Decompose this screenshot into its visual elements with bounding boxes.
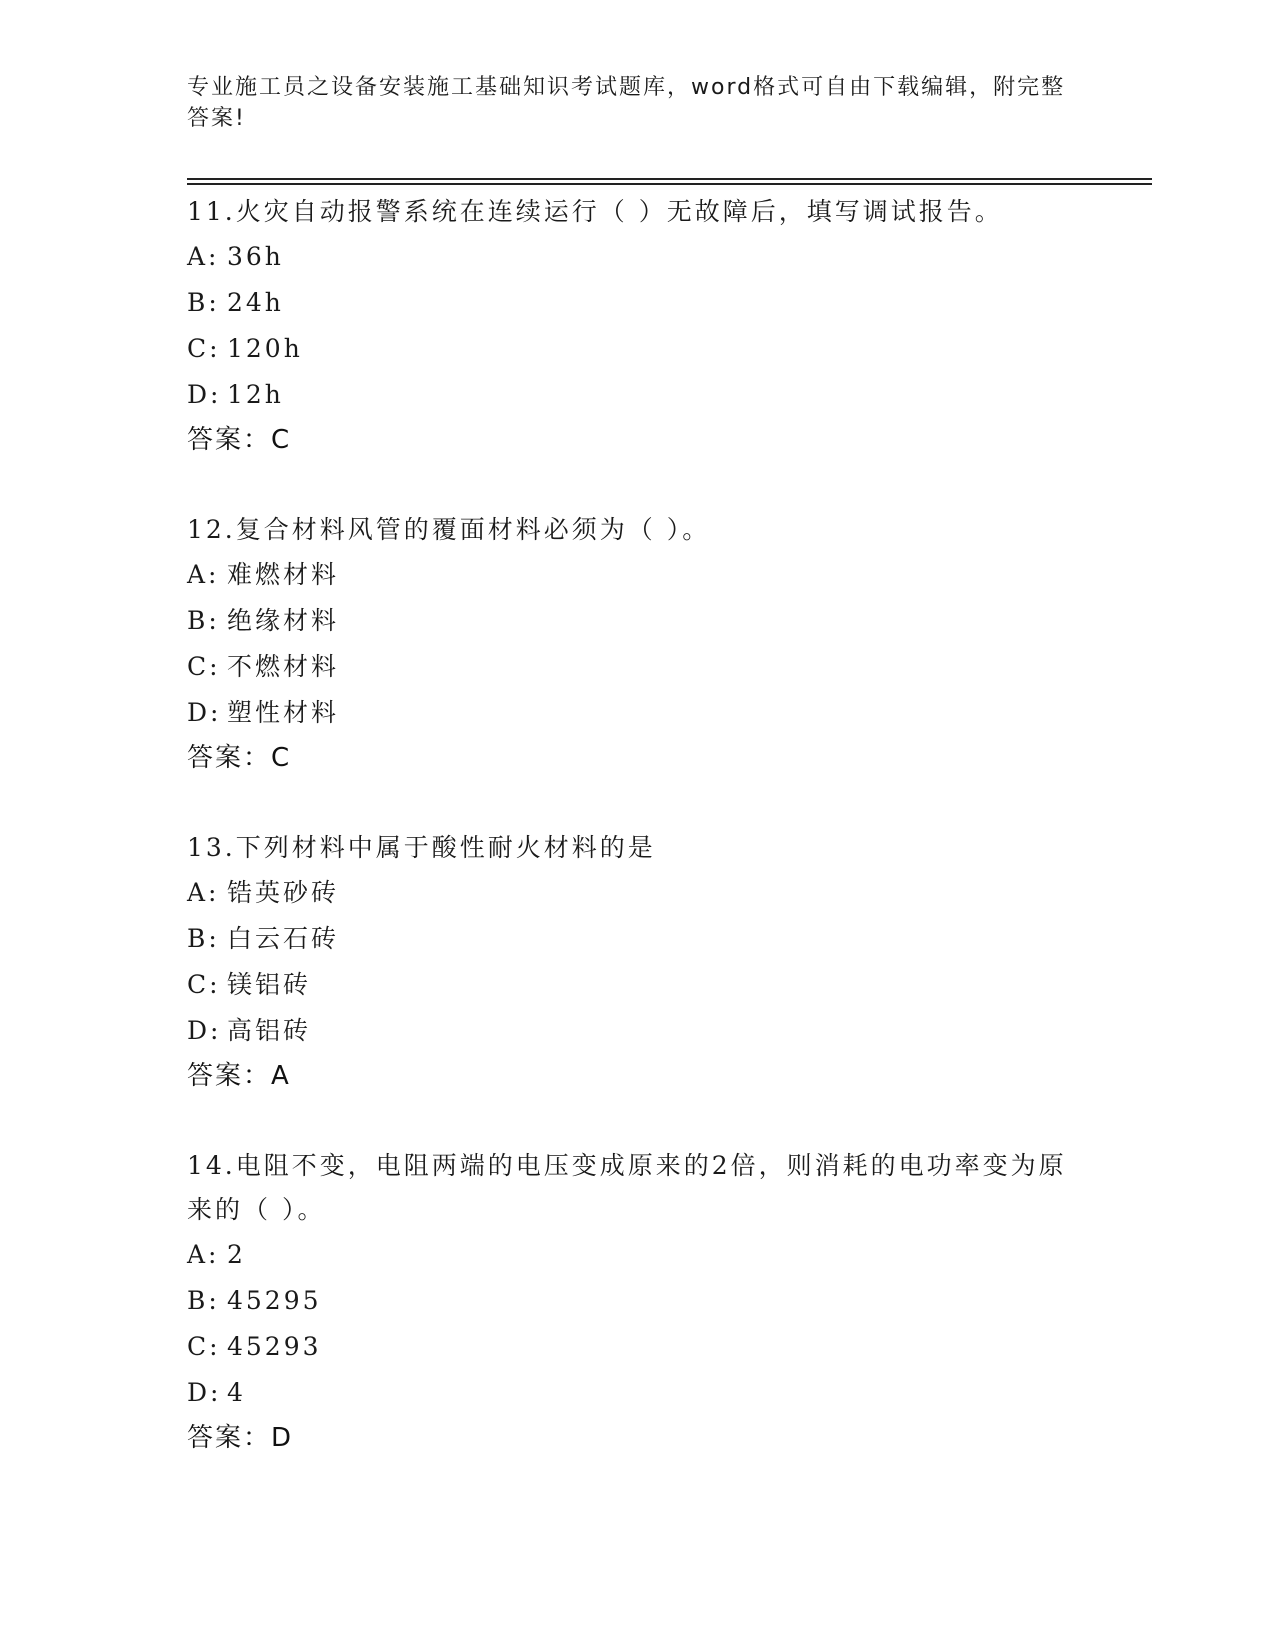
option-letter: A:	[187, 242, 220, 271]
question-13	[187, 826, 1087, 1098]
option-text: 4	[227, 1378, 246, 1407]
answer-label: 答案：C	[187, 425, 292, 455]
option-c	[187, 644, 1087, 690]
option-text: 绝缘材料	[227, 606, 340, 635]
option-letter: B:	[187, 1286, 220, 1315]
option-letter: C:	[187, 970, 221, 999]
option-letter: D:	[187, 698, 222, 727]
option-text: 36h	[227, 242, 284, 271]
option-text: 塑性材料	[227, 698, 340, 727]
option-letter: D:	[187, 380, 222, 409]
option-text: 45295	[227, 1286, 322, 1315]
option-d	[187, 690, 1087, 736]
option-b	[187, 916, 1087, 962]
answer-label: 答案：D	[187, 1423, 294, 1453]
document-header: 专业施工员之设备安装施工基础知识考试题库，word格式可自由下载编辑，附完整答案!	[187, 75, 1066, 131]
option-a	[187, 870, 1087, 916]
option-text: 45293	[227, 1332, 322, 1361]
option-text: 锆英砂砖	[227, 878, 340, 907]
option-a	[187, 1232, 1087, 1278]
option-a	[187, 552, 1087, 598]
option-d	[187, 1008, 1087, 1054]
option-text: 120h	[227, 334, 303, 363]
option-d	[187, 1370, 1087, 1416]
option-b	[187, 280, 1087, 326]
option-letter: B:	[187, 606, 220, 635]
option-letter: A:	[187, 1240, 220, 1269]
option-letter: C:	[187, 652, 221, 681]
question-stem: 11.火灾自动报警系统在连续运行（ ）无故障后，填写调试报告。	[187, 197, 1003, 226]
option-letter: B:	[187, 288, 220, 317]
option-text: 白云石砖	[227, 924, 340, 953]
option-b	[187, 598, 1087, 644]
option-c	[187, 962, 1087, 1008]
option-text: 镁铝砖	[227, 970, 312, 999]
question-14	[187, 1144, 1087, 1460]
option-letter: C:	[187, 334, 221, 363]
header-divider-bottom	[187, 183, 1152, 185]
option-letter: D:	[187, 1016, 222, 1045]
option-letter: B:	[187, 924, 220, 953]
option-text: 难燃材料	[227, 560, 340, 589]
answer-label: 答案：C	[187, 743, 292, 773]
option-d	[187, 372, 1087, 418]
option-letter: D:	[187, 1378, 222, 1407]
question-11	[187, 190, 1087, 462]
option-text: 不燃材料	[227, 652, 340, 681]
option-text: 12h	[227, 380, 284, 409]
option-letter: A:	[187, 878, 220, 907]
option-text: 高铝砖	[227, 1016, 312, 1045]
option-letter: C:	[187, 1332, 221, 1361]
question-stem: 13.下列材料中属于酸性耐火材料的是	[187, 833, 656, 862]
option-b	[187, 1278, 1087, 1324]
question-12	[187, 508, 1087, 780]
option-text: 24h	[227, 288, 284, 317]
header-divider-top	[187, 178, 1152, 180]
question-stem: 14.电阻不变，电阻两端的电压变成原来的2倍，则消耗的电功率变为原来的（ ）。	[187, 1151, 1067, 1224]
option-a	[187, 234, 1087, 280]
option-text: 2	[227, 1240, 246, 1269]
question-list	[187, 190, 1087, 1506]
answer-label: 答案：A	[187, 1061, 291, 1091]
option-letter: A:	[187, 560, 220, 589]
option-c	[187, 326, 1087, 372]
question-stem: 12.复合材料风管的覆面材料必须为（ ）。	[187, 515, 711, 544]
option-c	[187, 1324, 1087, 1370]
